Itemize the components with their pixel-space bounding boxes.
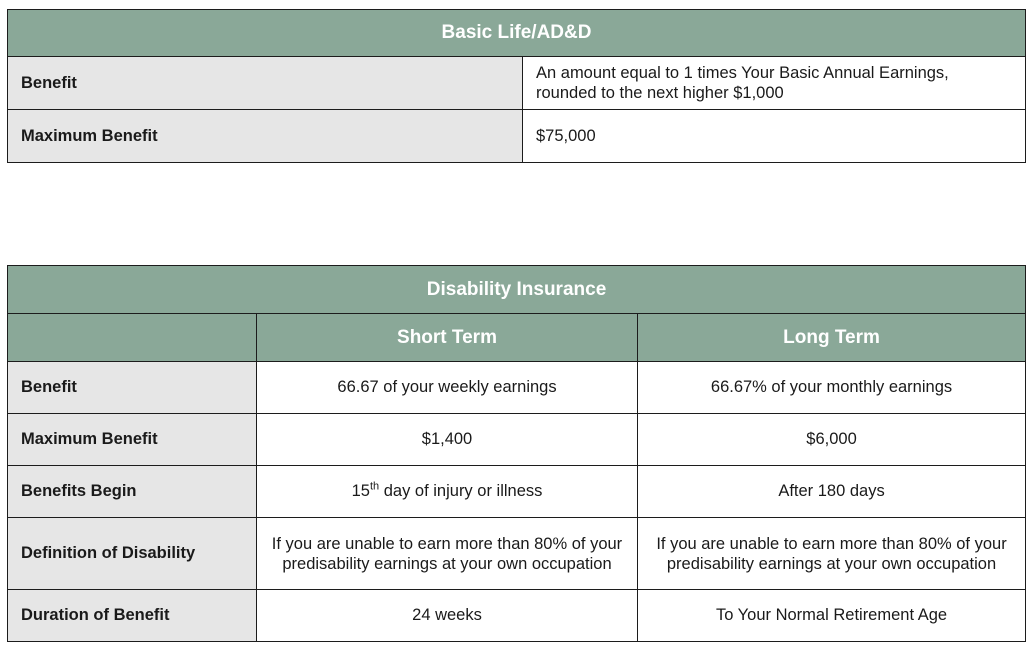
long-term-value: If you are unable to earn more than 80% of your predisability earnings at your own occupation — [638, 518, 1026, 590]
table-row — [8, 466, 1026, 518]
day-text: day of injury or illness — [379, 482, 543, 500]
row-label: Benefits Begin — [8, 466, 257, 518]
row-label: Definition of Disability — [8, 518, 257, 590]
row-label: Maximum Benefit — [8, 110, 523, 163]
row-label: Maximum Benefit — [8, 414, 257, 466]
row-label: Benefit — [8, 57, 523, 110]
short-term-value — [257, 466, 638, 518]
table-row — [8, 57, 1026, 110]
row-value: An amount equal to 1 times Your Basic Annual Earnings, rounded to the next higher $1,000 — [523, 57, 1026, 110]
long-term-value: 66.67% of your monthly earnings — [638, 362, 1026, 414]
basic-life-title: Basic Life/AD&D — [8, 10, 1026, 57]
short-term-value: $1,400 — [257, 414, 638, 466]
disability-table — [7, 265, 1026, 642]
table-row — [8, 414, 1026, 466]
ordinal-suffix: th — [369, 480, 380, 493]
disability-title: Disability Insurance — [8, 266, 1026, 314]
table-row — [8, 518, 1026, 590]
long-term-value: $6,000 — [638, 414, 1026, 466]
row-value: $75,000 — [523, 110, 1026, 163]
column-header-short-term: Short Term — [257, 314, 638, 362]
basic-life-table — [7, 9, 1026, 163]
table-row — [8, 590, 1026, 642]
day-number: 15 — [351, 482, 370, 500]
table-row — [8, 362, 1026, 414]
long-term-value: After 180 days — [638, 466, 1026, 518]
long-term-value: To Your Normal Retirement Age — [638, 590, 1026, 642]
short-term-value: If you are unable to earn more than 80% of your predisability earnings at your own occupation — [257, 518, 638, 590]
empty-header-cell — [8, 314, 257, 362]
short-term-value: 24 weeks — [257, 590, 638, 642]
short-term-value: 66.67 of your weekly earnings — [257, 362, 638, 414]
row-label: Duration of Benefit — [8, 590, 257, 642]
row-label: Benefit — [8, 362, 257, 414]
column-header-long-term: Long Term — [638, 314, 1026, 362]
table-row — [8, 110, 1026, 163]
